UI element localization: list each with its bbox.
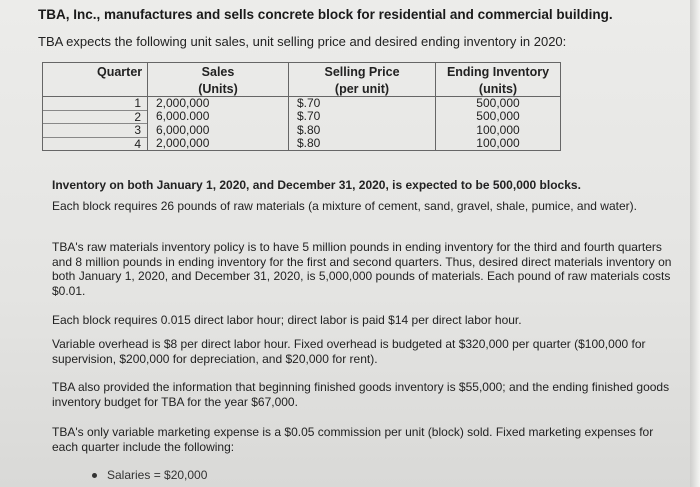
cell-price: $.80 — [289, 137, 436, 151]
page-edge — [690, 0, 700, 487]
table-header-row-2 — [43, 80, 561, 97]
cell-inventory: 500,000 — [436, 110, 561, 124]
header-price-line1: Selling Price — [324, 65, 400, 79]
cell-sales: 2,000,000 — [148, 137, 289, 151]
paragraph-direct-labor: Each block requires 0.015 direct labor hour; direct labor is paid $14 per direct labor hour. — [52, 313, 522, 327]
paragraph-inventory: Inventory on both January 1, 2020, and December 31, 2020, is expected to be 500,000 blocks. — [52, 178, 581, 192]
header-sales-units: (Units) — [148, 80, 289, 97]
table-row — [43, 97, 561, 111]
bullet-icon — [92, 473, 97, 478]
cell-quarter: 3 — [43, 124, 148, 138]
paragraph-marketing: TBA's only variable marketing expense is a $0.05 commission per unit (block) sold. Fixed marketing expenses for each quarter include the following: — [52, 425, 654, 454]
header-inventory — [436, 63, 561, 80]
cell-price: $.70 — [289, 110, 436, 124]
sales-budget-table — [42, 62, 561, 151]
header-quarter: Quarter — [43, 63, 148, 80]
cell-price: $.80 — [289, 124, 436, 138]
header-sales-line1: Sales — [201, 65, 235, 79]
header-sales — [148, 63, 289, 80]
cell-sales: 2,000,000 — [148, 97, 289, 111]
header-price — [289, 63, 436, 80]
bullet-list-item — [92, 468, 207, 482]
cell-quarter: 4 — [43, 137, 148, 151]
cell-quarter: 1 — [43, 97, 148, 111]
bullet-text: Salaries = $20,000 — [107, 468, 208, 482]
paragraph-raw-materials: Each block requires 26 pounds of raw materials (a mixture of cement, sand, gravel, shale, pumice, and water). — [52, 199, 637, 213]
table-row — [43, 110, 561, 124]
header-inventory-line1: Ending Inventory — [446, 65, 550, 79]
paragraph-overhead: Variable overhead is $8 per direct labor hour. Fixed overhead is budgeted at $320,000 per quarter ($100,000 for supervision, $200,000 for depreciation, and $20,000 for rent). — [52, 337, 646, 366]
table-row — [43, 137, 561, 151]
cell-sales: 6,000.000 — [148, 110, 289, 124]
table-header-row — [43, 63, 561, 80]
paragraph-inventory-policy: TBA's raw materials inventory policy is to have 5 million pounds in ending inventory for the third and fourth quarters and 8 million pounds in ending inventory for the first and second quarters. Thus, desired direct materials inventory on both January 1, 2020, and December 31, 2020, is 5,000,000 pounds of materials. Each pound of raw materials costs $0.01. — [52, 240, 672, 298]
header-inventory-units: (units) — [436, 80, 561, 97]
cell-inventory: 500,000 — [436, 97, 561, 111]
cell-price: $.70 — [289, 97, 436, 111]
problem-subtitle: TBA expects the following unit sales, unit selling price and desired ending inventory in 2020: — [38, 34, 567, 49]
paragraph-finished-goods: TBA also provided the information that beginning finished goods inventory is $55,000; and the ending finished goods inventory budget for TBA for the year $67,000. — [52, 380, 670, 409]
cell-sales: 6,000,000 — [148, 124, 289, 138]
cell-inventory: 100,000 — [436, 124, 561, 138]
cell-quarter: 2 — [43, 110, 148, 124]
header-price-unit: (per unit) — [289, 80, 436, 97]
cell-inventory: 100,000 — [436, 137, 561, 151]
problem-title: TBA, Inc., manufactures and sells concrete block for residential and commercial building. — [38, 7, 613, 22]
table-row — [43, 124, 561, 138]
